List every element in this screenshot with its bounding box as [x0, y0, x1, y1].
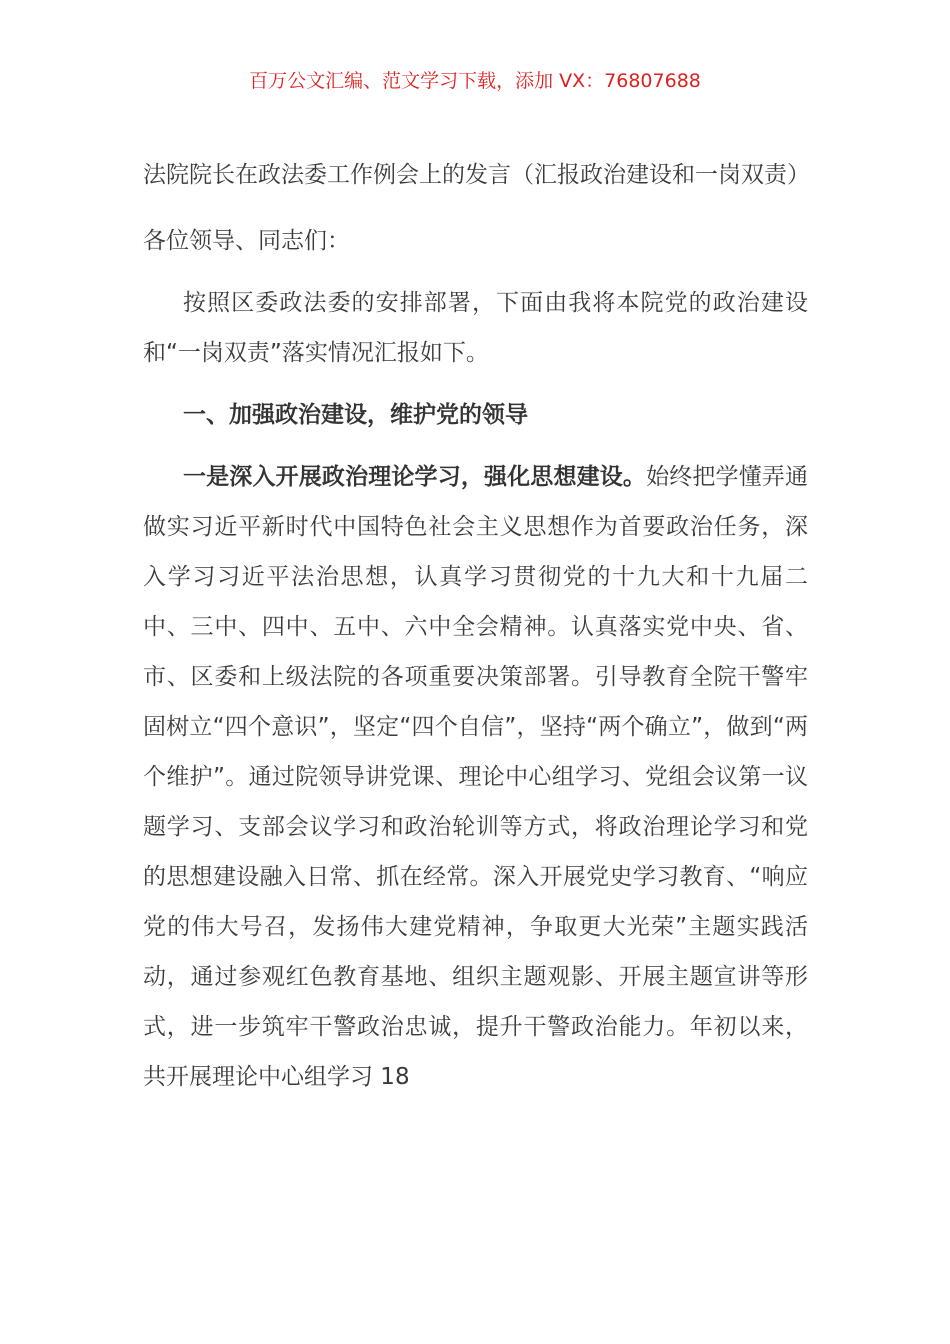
section-heading: 一、加强政治建设，维护党的领导 — [183, 402, 528, 428]
point-body: 始终把学懂弄通做实习近平新时代中国特色社会主义思想作为首要政治任务，深入学习习近平法治思想，认真学习贯彻党的十九大和十九届二中、三中、四中、五中、六中全会精神。认真落实党中央、省、市、区委和上级法院的各项重要决策部署。引导教育全院干警牢固树立“四个意识”，坚定“四个自信”，坚持“两个确立”，做到“两个维护”。通过院领导讲党课、理论中心组学习、党组会议第一议题学习、支部会议学习和政治轮训等方式，将政治理论学习和党的思想建设融入日常、抓在经常。深入开展党史学习教育、“响应党的伟大号召，发扬伟大建党精神，争取更大光荣”主题实践活动，通过参观红色教育基地、组织主题观影、开展主题宣讲等形式，进一步筑牢干警政治忠诚，提升干警政治能力。年初以来，共开展理论中心组学习 18 — [143, 464, 809, 1090]
document-body — [143, 150, 808, 1102]
point-paragraph — [143, 452, 808, 1102]
promo-banner: 百万公文汇编、范文学习下载，添加 VX：76807688 — [249, 70, 701, 92]
intro-paragraph: 按照区委政法委的安排部署，下面由我将本院党的政治建设和“一岗双责”落实情况汇报如下。 — [143, 290, 808, 366]
greeting: 各位领导、同志们： — [143, 228, 350, 254]
point-lead: 一是深入开展政治理论学习，强化思想建设。 — [183, 464, 647, 490]
document-title: 法院院长在政法委工作例会上的发言（汇报政治建设和一岗双责） — [143, 162, 810, 188]
